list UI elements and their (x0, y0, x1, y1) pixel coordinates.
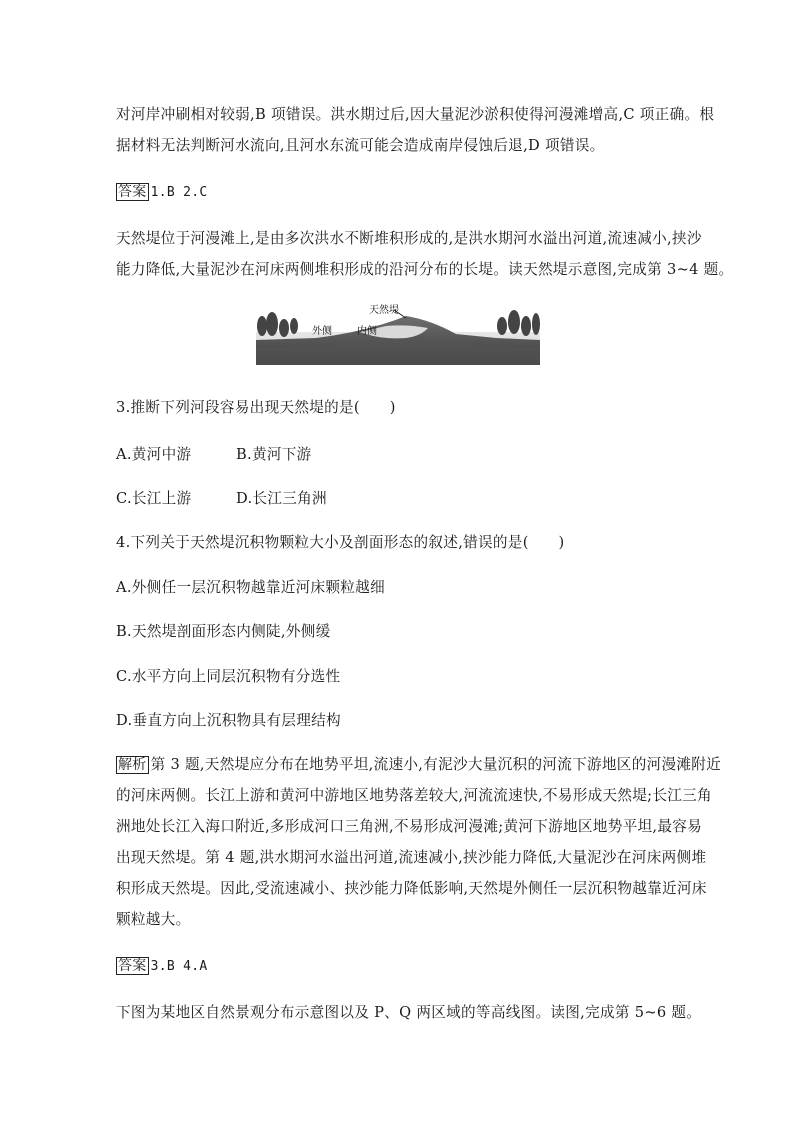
answer-tag-2: 答案 (118, 958, 147, 974)
levee-label: 天然堤 (369, 305, 399, 316)
answer-text: 1.B 2.C (150, 185, 208, 200)
answer-text-2: 3.B 4.A (150, 959, 208, 974)
analysis-line-1 (116, 753, 721, 774)
outer-side-label: 外侧 (312, 326, 332, 337)
answer-tag: 答案 (118, 184, 147, 200)
intro-line-2: 能力降低,大量泥沙在河床两侧堆积形成的沿河分布的长堤。读天然堤示意图,完成第 3~4 题。 (116, 261, 734, 278)
analysis-tag: 解析 (118, 757, 147, 773)
analysis-line-4: 出现天然堤。第 4 题,洪水期河水溢出河道,流速减小,挟沙能力降低,大量泥沙在河床两侧堆 (116, 849, 707, 866)
question-3-stem: 3.推断下列河段容易出现天然堤的是( ) (116, 399, 396, 416)
inner-side-label: 内侧 (357, 326, 377, 337)
analysis-line-5: 积形成天然堤。因此,受流速减小、挟沙能力降低影响,天然堤外侧任一层沉积物越靠近河床 (116, 880, 707, 897)
question-3-option-d: D.长江三角洲 (236, 490, 327, 507)
prev-analysis-line-1: 对河岸冲刷相对较弱,B 项错误。洪水期过后,因大量泥沙淤积使得河漫滩增高,C 项正确。根 (116, 106, 715, 123)
question-4-option-b: B.天然堤剖面形态内侧陡,外侧缓 (116, 623, 331, 640)
answer-1-2 (116, 181, 208, 201)
question-4-option-d: D.垂直方向上沉积物具有层理结构 (116, 712, 341, 729)
natural-levee-diagram (256, 302, 540, 365)
analysis-line-6: 颗粒越大。 (116, 911, 191, 928)
analysis-line-3: 洲地处长江入海口附近,多形成河口三角洲,不易形成河漫滩;黄河下游地区地势平坦,最容易 (116, 818, 702, 835)
question-4-option-c: C.水平方向上同层沉积物有分选性 (116, 668, 341, 685)
question-4-option-a: A.外侧任一层沉积物越靠近河床颗粒越细 (116, 579, 385, 596)
intro-line-1: 天然堤位于河漫滩上,是由多次洪水不断堆积形成的,是洪水期河水溢出河道,流速减小,挟沙 (116, 230, 702, 247)
prev-analysis-line-2: 据材料无法判断河水流向,且河水东流可能会造成南岸侵蚀后退,D 项错误。 (116, 137, 605, 154)
answer-3-4 (116, 955, 208, 975)
analysis-text-1: 第 3 题,天然堤应分布在地势平坦,流速小,有泥沙大量沉积的河流下游地区的河漫滩附近 (150, 756, 722, 773)
next-question-intro: 下图为某地区自然景观分布示意图以及 P、Q 两区域的等高线图。读图,完成第 5~6 题。 (116, 1004, 702, 1021)
question-3-option-c: C.长江上游 (116, 490, 192, 507)
question-4-stem: 4.下列关于天然堤沉积物颗粒大小及剖面形态的叙述,错误的是( ) (116, 534, 565, 551)
question-3-option-a: A.黄河中游 (116, 446, 192, 463)
analysis-line-2: 的河床两侧。长江上游和黄河中游地区地势落差较大,河流流速快,不易形成天然堤;长江三角 (116, 787, 712, 804)
question-3-option-b: B.黄河下游 (236, 446, 312, 463)
